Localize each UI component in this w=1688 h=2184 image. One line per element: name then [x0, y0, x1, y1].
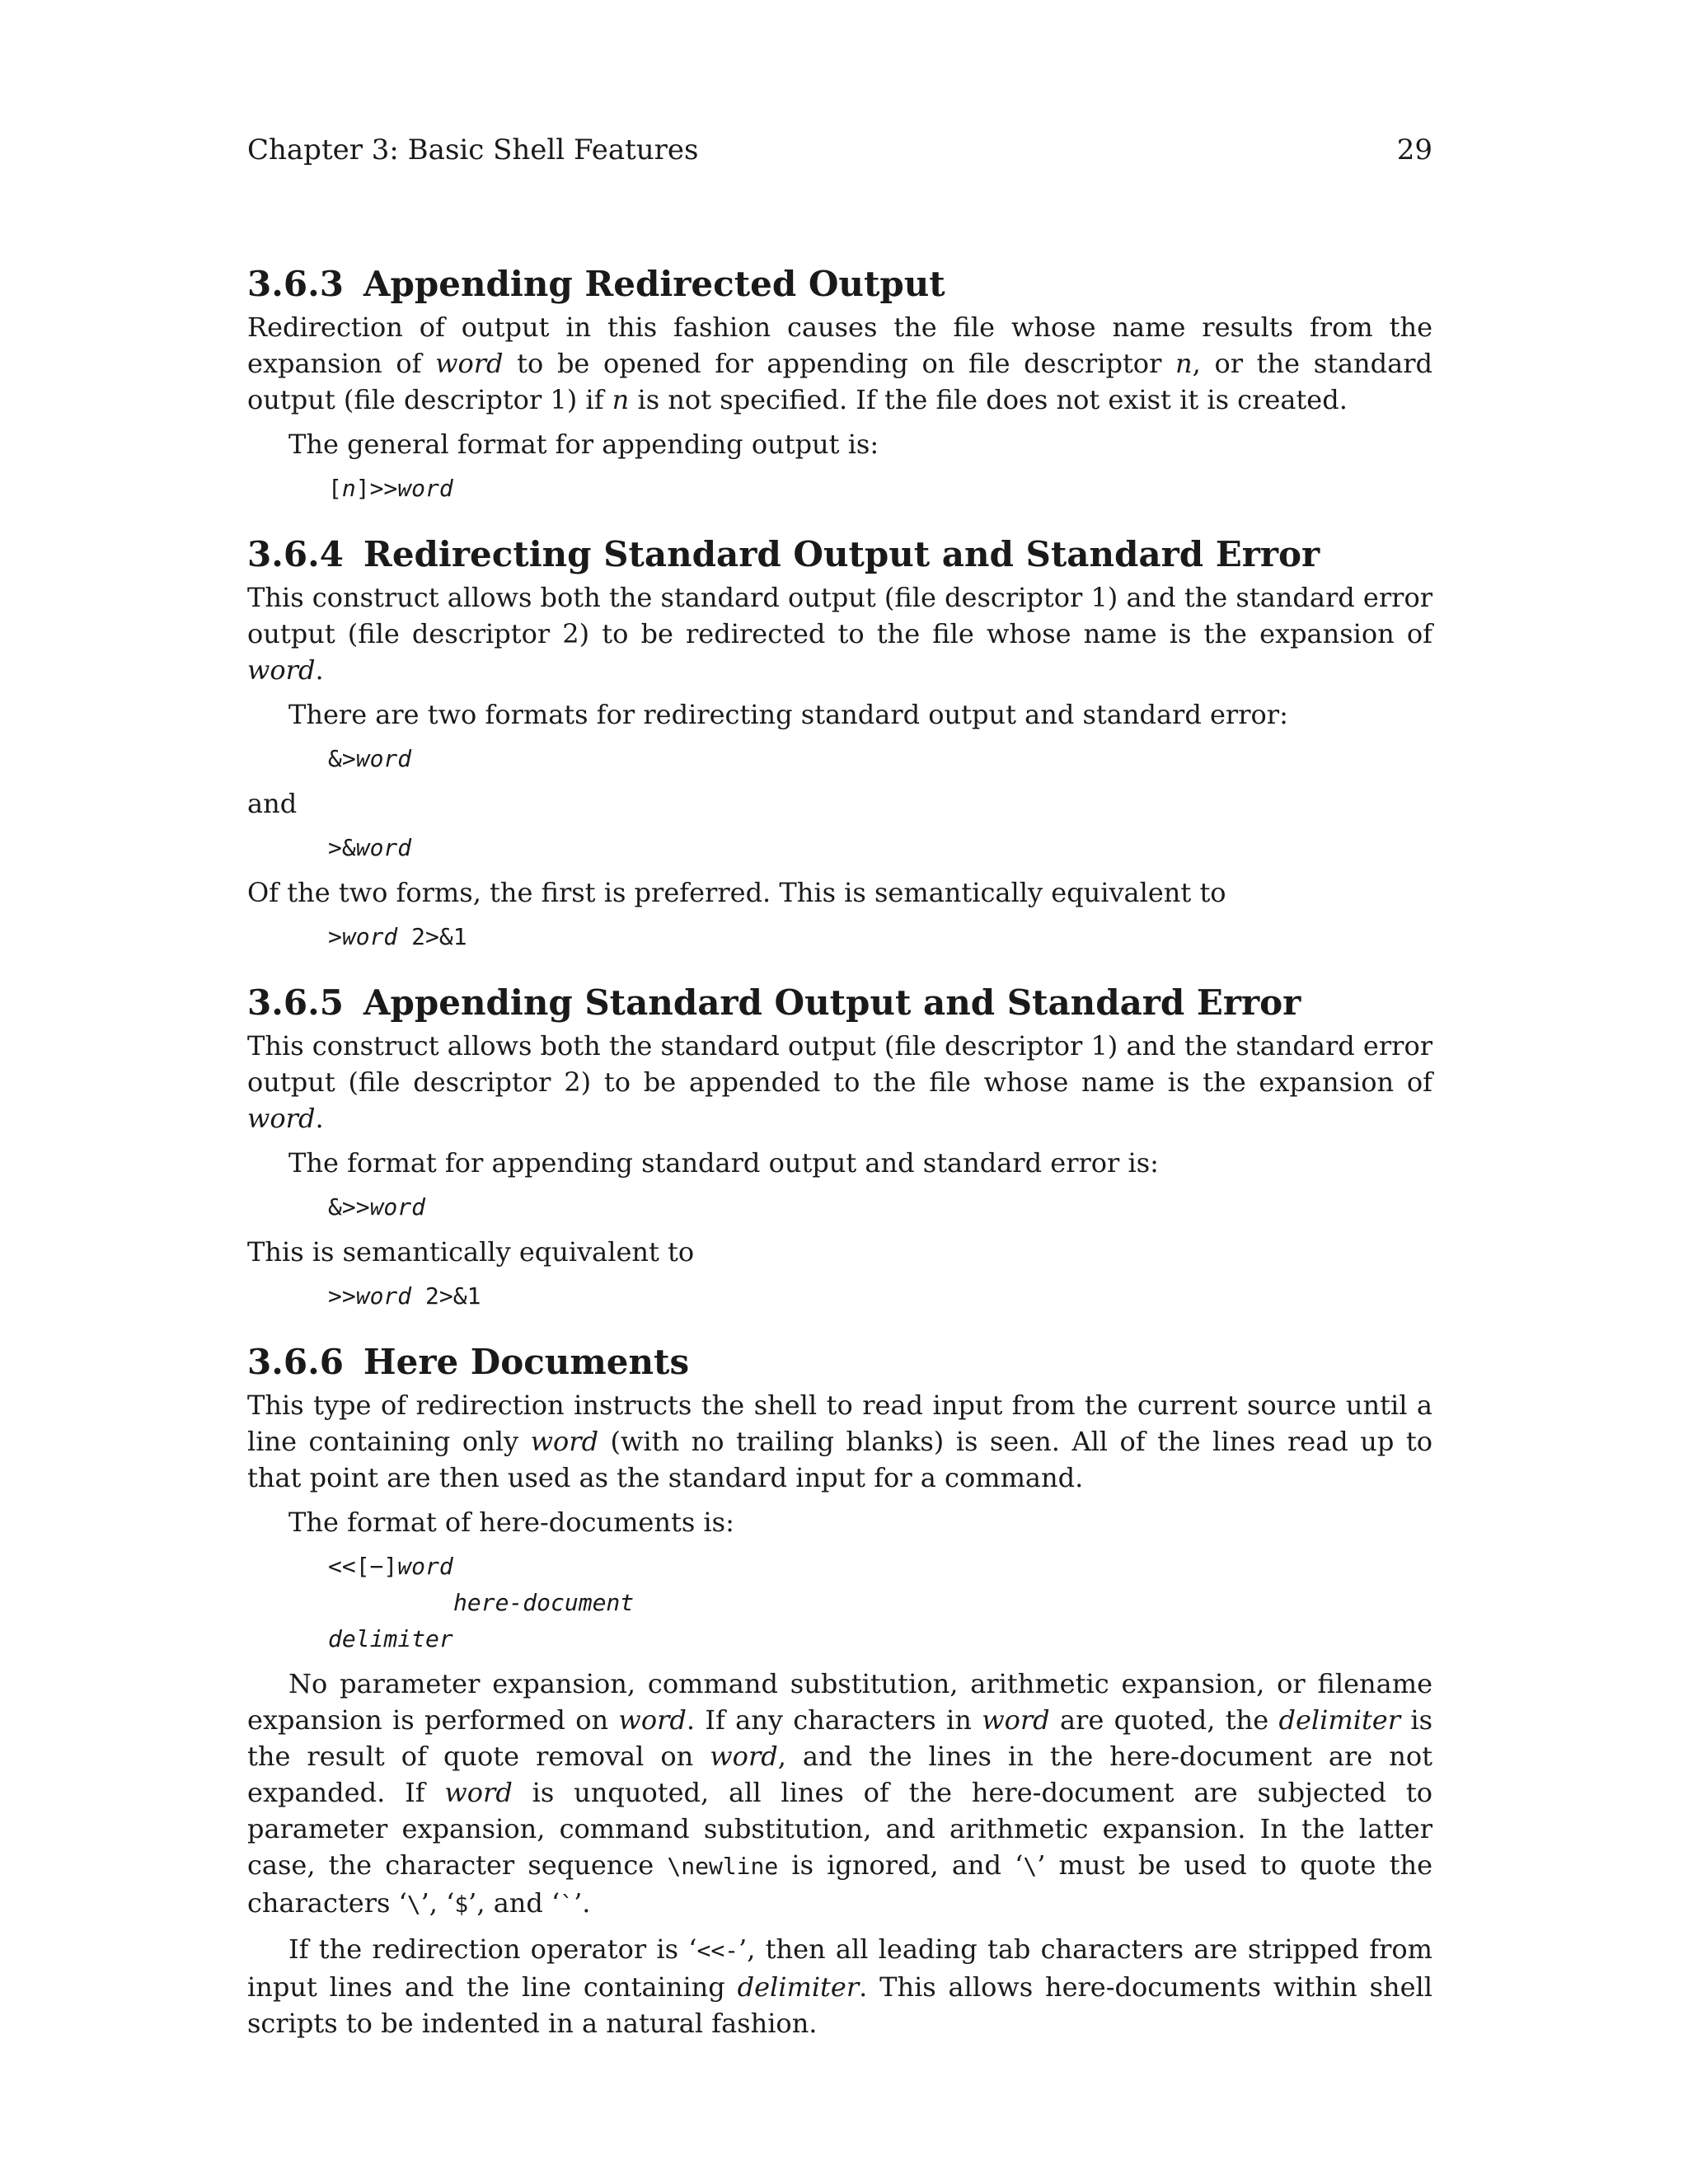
- paragraph: Redirection of output in this fashion causes the file whose name results from the expansion of word to be opened for appending on file descriptor n, or the standard output (file descriptor 1) if n is not specified. If the file does not exist it is created.: [247, 312, 1433, 415]
- code-example: delimiter: [328, 1625, 453, 1652]
- code-example: <<[−]word: [328, 1553, 453, 1580]
- paragraph: No parameter expansion, command substitution, arithmetic expansion, or filename expansion is performed on word. If any characters in word are quoted, the delimiter is the result of quote removal on word, and the lines in the here-document are not expanded. If word is unquoted, all lines of the here-document are subjected to parameter expansion, command substitution, and arithmetic expansion. In the latter case, the character sequence \newline is ignored, and ‘\’ must be used to quote the characters ‘\’, ‘$’, and ‘`’.: [247, 1668, 1433, 1919]
- section-heading: 3.6.4 Redirecting Standard Output and Standard Error: [247, 534, 1320, 574]
- paragraph: This is semantically equivalent to: [247, 1236, 695, 1268]
- paragraph: The format of here-documents is:: [288, 1507, 734, 1538]
- paragraph: This construct allows both the standard output (file descriptor 1) and the standard error output (file descriptor 2) to be redirected to the file whose name is the expansion of word.: [247, 582, 1432, 686]
- paragraph: The general format for appending output is:: [288, 429, 879, 460]
- paragraph: This type of redirection instructs the shell to read input from the current source until a line containing only word (with no trailing blanks) is seen. All of the lines read up to that point are then used as the standard input for a command.: [247, 1390, 1433, 1493]
- page-number: 29: [1396, 134, 1432, 166]
- section-heading: 3.6.6 Here Documents: [247, 1342, 690, 1382]
- section-3-6-3: [247, 260, 1432, 507]
- section-3-6-6: [247, 1338, 1432, 2041]
- paragraph: and: [247, 788, 298, 819]
- paragraph: If the redirection operator is ‘<<-’, then all leading tab characters are stripped from input lines and the line containing delimiter. This allows here-documents within shell scripts to be indented in a natural fashion.: [247, 1933, 1433, 2039]
- paragraph: This construct allows both the standard output (file descriptor 1) and the standard error output (file descriptor 2) to be appended to the file whose name is the expansion of word.: [247, 1030, 1432, 1134]
- code-example: &>word: [328, 745, 412, 772]
- code-example: here-document: [453, 1589, 635, 1616]
- code-example: >>word 2>&1: [328, 1282, 481, 1310]
- paragraph: The format for appending standard output and standard error is:: [288, 1147, 1159, 1179]
- paragraph: There are two formats for redirecting standard output and standard error:: [288, 699, 1288, 730]
- section-3-6-4: [247, 530, 1432, 955]
- code-example: [n]>>word: [328, 475, 453, 502]
- paragraph: Of the two forms, the first is preferred. This is semantically equivalent to: [247, 877, 1226, 908]
- section-3-6-5: [247, 978, 1432, 1315]
- section-heading: 3.6.3 Appending Redirected Output: [247, 264, 945, 304]
- code-example: >&word: [328, 834, 412, 861]
- running-header: [247, 132, 1432, 168]
- code-example: &>>word: [328, 1193, 426, 1221]
- section-heading: 3.6.5 Appending Standard Output and Standard Error: [247, 982, 1301, 1023]
- page-content: [247, 260, 1432, 2041]
- chapter-title: Chapter 3: Basic Shell Features: [247, 134, 699, 166]
- code-example: >word 2>&1: [328, 923, 467, 950]
